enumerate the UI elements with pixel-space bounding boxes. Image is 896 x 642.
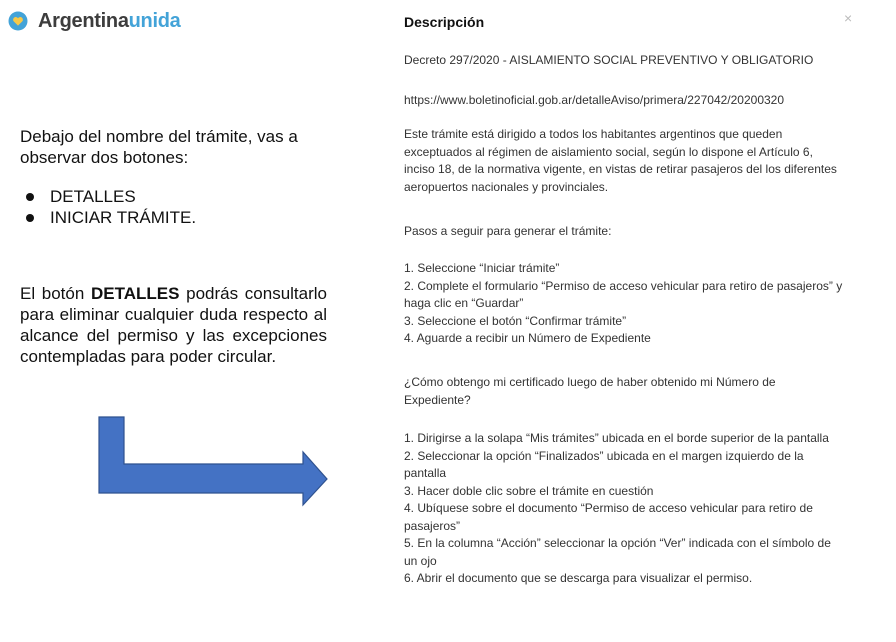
heart-circle-icon [8, 11, 28, 31]
intro-text: Debajo del nombre del trámite, vas a observar dos botones: [20, 127, 298, 167]
logo-text: Argentinaunida [38, 9, 181, 32]
answer-steps-list [404, 430, 844, 588]
description-text: Este trámite está dirigido a todos los habitantes argentinos que queden exceptuados al régimen de aislamiento social, según lo dispone el Artículo 6, inciso 18, de la normativa vigente, en vistas de retirar pasajeros del los diferentes aeropuertos nacionales y provinciales. [404, 127, 837, 194]
list-item: 4. Aguarde a recibir un Número de Expediente [404, 331, 651, 345]
argentina-unida-logo [8, 8, 180, 34]
description-modal [400, 0, 896, 642]
steps-list [404, 260, 844, 348]
decree-link[interactable]: https://www.boletinoficial.gob.ar/detalleAviso/primera/227042/20200320 [404, 93, 785, 107]
list-item: 1. Seleccione “Iniciar trámite” [404, 261, 560, 275]
list-item: 2. Seleccionar la opción “Finalizados” ubicada en el margen izquierdo de la pantalla [404, 448, 804, 480]
bullet-icon [26, 214, 34, 222]
list-item: 3. Hacer doble clic sobre el trámite en cuestión [404, 483, 654, 498]
detail-explanation: El botón DETALLES podrás consultarlo para eliminar cualquier duda respecto al alcance del permiso y las excepciones contempladas para poder circular. [20, 284, 327, 366]
close-icon[interactable]: × [844, 10, 853, 26]
question-text: ¿Cómo obtengo mi certificado luego de haber obtenido mi Número de Expediente? [404, 375, 776, 407]
arrow-right-icon [96, 415, 331, 507]
button-list [22, 186, 196, 228]
list-item: 2. Complete el formulario “Permiso de acceso vehicular para retiro de pasajeros” y haga clic en “Guardar” [404, 278, 843, 310]
list-item: INICIAR TRÁMITE. [22, 207, 196, 228]
steps-heading: Pasos a seguir para generar el trámite: [404, 224, 612, 238]
list-item: 5. En la columna “Acción” seleccionar la opción “Ver” indicada con el símbolo de un ojo [404, 536, 831, 568]
list-item: 6. Abrir el documento que se descarga para visualizar el permiso. [404, 571, 753, 585]
list-item: 1. Dirigirse a la solapa “Mis trámites” ubicada en el borde superior de la pantalla [404, 431, 829, 445]
bullet-icon [26, 193, 34, 201]
list-item: 4. Ubíquese sobre el documento “Permiso de acceso vehicular para retiro de pasajeros” [404, 501, 813, 533]
list-item: DETALLES [22, 186, 196, 207]
list-item: 3. Seleccione el botón “Confirmar trámite” [404, 313, 627, 328]
decree-text: Decreto 297/2020 - AISLAMIENTO SOCIAL PREVENTIVO Y OBLIGATORIO [404, 53, 814, 67]
modal-title: Descripción [404, 14, 485, 30]
